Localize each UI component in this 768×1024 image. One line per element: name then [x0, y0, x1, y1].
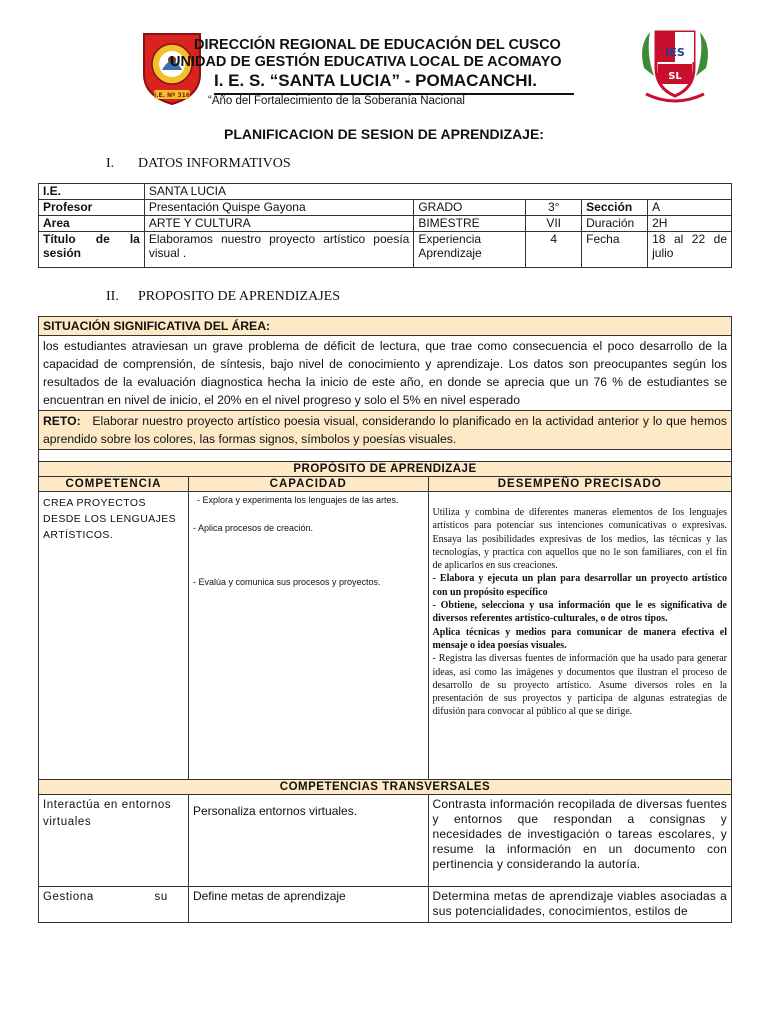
desempeno-bullet: - Elabora y ejecuta un plan para desarrollar un proyecto artístico con un propósito específico — [432, 573, 727, 598]
reto-block — [39, 410, 731, 450]
desempeno-bullet: - Obtiene, selecciona y usa información que le es significativa de diversos referentes artístico-culturales, o de otros tipos. — [432, 600, 727, 625]
section-label: DATOS INFORMATIVOS — [138, 156, 291, 171]
table-row — [39, 492, 732, 780]
profesor-label: Profesor — [39, 200, 145, 216]
duracion-value: 2H — [648, 216, 732, 232]
table-row — [39, 184, 732, 200]
section-heading-proposito — [106, 289, 340, 305]
desempeno-bullet: Aplica técnicas y medios para comunicar de manera efectiva el mensaje o idea poesías visuales. — [432, 626, 727, 651]
table-row — [39, 216, 732, 232]
section-number: I. — [106, 156, 115, 171]
transversal-competencia: Interactúa en entornos virtuales — [39, 795, 189, 887]
section-number: II. — [106, 289, 119, 304]
desempeno-cell — [428, 492, 731, 780]
school-name: I. E. S. “SANTA LUCIA” - POMACANCHI. — [214, 71, 574, 95]
proposito-heading: PROPÓSITO DE APRENDIZAJE — [39, 462, 732, 477]
national-shield-logo — [636, 24, 714, 104]
table-row — [39, 462, 732, 477]
transversal-capacidad: Personaliza entornos virtuales. — [188, 795, 428, 887]
table-row — [39, 232, 732, 268]
area-value: ARTE Y CULTURA — [144, 216, 413, 232]
capacidad-item: - Explora y experimenta los lenguajes de las artes. — [196, 495, 399, 505]
table-row — [39, 795, 732, 887]
titulo-value: Elaboramos nuestro proyecto artístico poesía visual . — [144, 232, 413, 268]
ie-label: I.E. — [39, 184, 145, 200]
bimestre-value: VII — [526, 216, 582, 232]
seccion-label: Sección — [582, 200, 648, 216]
capacidad-cell — [188, 492, 428, 780]
col-header-capacidad: CAPACIDAD — [188, 477, 428, 492]
section-heading-datos — [106, 156, 291, 172]
profesor-value: Presentación Quispe Gayona — [144, 200, 413, 216]
titulo-label: Título de la sesión — [39, 232, 145, 268]
table-row — [39, 887, 732, 923]
table-row — [39, 200, 732, 216]
situacion-body: los estudiantes atraviesan un grave problema de déficit de lectura, que trae como consecuencia el poco desarrollo de la capacidad de comprensión, de síntesis, bajo nivel de conocimiento y aprendizaje. Los datos son preocupantes según los resultados de la evaluación diagnostica hecha la inicio de este año, en donde se aprecia que un 76 % de estudiantes se encuentran en nivel de inicio, el 20% en el nivel progreso y solo el 5% en nivel esperado — [43, 339, 727, 407]
fecha-value: 18 al 22 de julio — [648, 232, 732, 268]
bimestre-label: BIMESTRE — [414, 216, 526, 232]
transversal-capacidad: Define metas de aprendizaje — [188, 887, 428, 923]
desempeno-closing: - Registra las diversas fuentes de información que ha usado para generar ideas, así como las imágenes y documentos que ilustran el proceso de desarrollo de su proyecto artístico. Asume diversos roles en la presentación de sus proyectos y participa de algunas estrategias de difusión para convocar al público al que se dirige. — [432, 653, 727, 718]
shield-text-bottom: SL — [668, 71, 682, 82]
duracion-label: Duración — [582, 216, 648, 232]
experiencia-label: Experiencia Aprendizaje — [414, 232, 526, 268]
crest-caption: I.E. Nº 316 — [154, 92, 190, 99]
seccion-value: A — [648, 200, 732, 216]
ie-value: SANTA LUCIA — [144, 184, 731, 200]
document-title: PLANIFICACION DE SESION DE APRENDIZAJE: — [224, 126, 544, 142]
transversales-heading: COMPETENCIAS TRANSVERSALES — [39, 780, 732, 795]
grado-value: 3° — [526, 200, 582, 216]
capacidad-item: - Evalúa y comunica sus procesos y proyectos. — [192, 577, 381, 587]
table-row — [39, 780, 732, 795]
datos-informativos-table — [38, 183, 732, 268]
transversal-desempeno: Contrasta información recopilada de diversas fuentes y entornos que respondan a consignas y necesidades de investigación o tareas escolares, y resume la información en un documento con pertinencia y considerando la autoría. — [428, 795, 731, 887]
situacion-significativa-box — [38, 316, 732, 470]
header-line-1: DIRECCIÓN REGIONAL DE EDUCACIÓN DEL CUSCO — [194, 37, 561, 53]
transversal-competencia: Gestiona su — [39, 887, 189, 923]
fecha-label: Fecha — [582, 232, 648, 268]
grado-label: GRADO — [414, 200, 526, 216]
header-line-2: UNIDAD DE GESTIÓN EDUCATIVA LOCAL DE ACOMAYO — [170, 54, 562, 70]
section-label: PROPOSITO DE APRENDIZAJES — [138, 289, 340, 304]
competencia-cell: CREA PROYECTOS DESDE LOS LENGUAJES ARTÍSTICOS. — [39, 492, 189, 780]
capacidad-item: - Aplica procesos de creación. — [192, 523, 314, 533]
transversal-desempeno: Determina metas de aprendizaje viables asociadas a sus potencialidades, conocimientos, estilos de — [428, 887, 731, 923]
situacion-heading: SITUACIÓN SIGNIFICATIVA DEL ÁREA: — [39, 317, 731, 336]
col-header-competencia: COMPETENCIA — [39, 477, 189, 492]
col-header-desempeno: DESEMPEÑO PRECISADO — [428, 477, 731, 492]
reto-label: RETO: — [43, 414, 81, 428]
experiencia-value: 4 — [526, 232, 582, 268]
shield-text-top: IES — [665, 46, 685, 59]
reto-text: Elaborar nuestro proyecto artístico poesia visual, considerando lo planificado en la actividad anterior y lo que hemos aprendido sobre los colores, las formas signos, símbolos y poesías visuales. — [43, 414, 727, 446]
proposito-aprendizaje-table — [38, 461, 732, 923]
year-motto: “Año del Fortalecimiento de la Soberanía Nacional — [208, 95, 465, 107]
table-row — [39, 477, 732, 492]
desempeno-intro: Utiliza y combina de diferentes maneras elementos de los lenguajes artísticos para potenciar sus intenciones comunicativas o expresivas. Ensaya las posibilidades expresivas de los medios, las técnicas y las tecnologías, y practica con aquellos que no le son familiares, con el fin de aplicarlos en sus creaciones. — [432, 507, 727, 572]
area-label: Area — [39, 216, 145, 232]
